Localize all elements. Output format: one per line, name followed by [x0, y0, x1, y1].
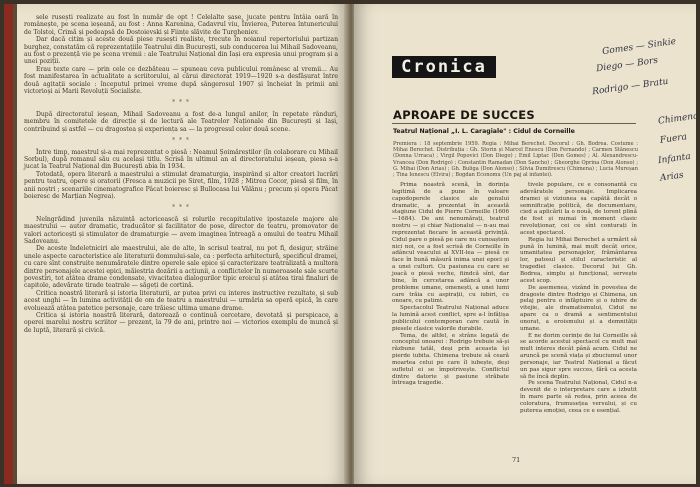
binding-edge — [4, 4, 13, 484]
left-page — [4, 4, 348, 484]
handwritten-note: Chimena — [657, 111, 700, 127]
paragraph: tivele populare, ce e consonantă cu adevăratele personaje. Implicarea dramei și viziunea sa capătă decât o semnificație politică, de documentare, cied a aplicării la o nouă, de torent plină de fost și numai în moment clasic revoluționar, cei ce sînt conturați în acest spectacol. — [520, 182, 637, 236]
binding-shadow — [13, 4, 17, 484]
handwritten-note: Rodrigo — Bratu — [591, 76, 670, 98]
paragraph: Între timp, maestrul și-a mai reprezentat o piesă : Neamul Șoimăreștilor (în colaborare cu Mihail Sorbul), după romanul său cu același titlu. Scrisă în ultimul an al directoratului ieșean, piesa s-a jucat la Teatrul Național din București abia în 1934. — [24, 148, 338, 171]
article-title: APROAPE DE SUCCES — [393, 108, 535, 122]
section-separator: * * * — [172, 137, 190, 145]
article-column-1 — [392, 182, 509, 387]
production-credits: Premiera : 18 septembrie 1959. Regia : Mihai Berechet. Decorul : Gh. Bodrea. Costume : Mihai Berechet. Distribuția : Gh. Storin și Marcel Enescu (Don Fernando) ; Carmen Stănescu (Donna Urraca) ; Virgil Popovici (Don Diego) ; Emil Liptac (Don Gomes) ; Al. Alexandrescu-Vrancea (Don Rodrigo) ; Constantin Ramadan (Don Sancho) ; Gheorghe Oprina (Don Alonso) ; G. Mihai (Don Arias) ; Gh. Buliga (Don Alonso) ; Silvia Dumitrescu (Chimena) ; Lucia Mureșan ; Tina Ionescu (Elvira) ; Bogdan Economu (Un paj al infantei). — [393, 141, 638, 179]
article-column-2 — [520, 182, 637, 415]
article-subtitle: Teatrul Național „I. L. Caragiale" : Cidul de Corneille — [393, 128, 575, 135]
paragraph: E ne dorim cerințe de lui Corneille să se acorde acestui spectacol cu mult mai mult interes decât până acum. Cidul ne aruncă pe scenă viața și zbuciumul unor personaje, iar Teatrul Național a făcut un pas sigur spre succes, fără ca acesta să fie încă deplin. — [520, 332, 637, 380]
handwritten-note: Gomes — Sinkie — [601, 36, 677, 58]
handwritten-note: Fuera — [659, 132, 688, 146]
section-header: Cronica — [392, 56, 496, 78]
section-separator: * * * — [172, 204, 190, 212]
paragraph: După directoratul ieșean, Mihail Sadoveanu a fost de-a lungul anilor, în repetate rânduri, membru în comitetele de direcție și de lectură ale Teatrelor Naționale din București și Iași, contribuind și astfel — cu dragostea și experiența sa — la progresul celor două scene. — [24, 110, 338, 133]
handwritten-annotation — [591, 36, 700, 188]
paragraph: Tema, de altfel, e strâns legată de conceptul onoarei : Rodrigo trebuie să-și răzbune tatăl, deși prin aceasta își pierde iubita. Chimena trebuie să ceară moartea celui pe care îl iubește, deși sufletul ei se împotrivește. Conflictul dintre datorie și pasiune străbate întreaga tragedie. — [392, 332, 509, 387]
paragraph: Critica noastră literară și istoria literaturii, ar putea privi cu interes instructive rezultate, și sub acest unghi — în lumina activității de om de teatru a maestrului — urmăria sa operă epică, în care evoluează atâtea patetice personaje, care trăiesc ultima umane drame. — [24, 289, 338, 312]
paragraph: Regia lui Mihai Berechet a urmărit să pună în lumină, mai mult decât orice, umanitatea personajelor, frământarea lor, patosul și stilul caracteristic al tragediei clasice. Decorul lui Gh. Bodrea, simplu și funcțional, servește acest scop. — [520, 236, 637, 284]
handwritten-note: Diego — Bors — [595, 55, 659, 75]
paragraph: De aceste îndeletniciri ale maestrului, ale de alte, în scrisul teatral, nu pot fi, desigur, străine unele aspecte caracteristice ale literaturii domnului-sale, ca : perfecta arhitectură, specificul dramei, cu care sînt construite nenumăratele dintre operele sale epice și caracterizare teatralizată a multora dintre personajele acestei epici, măiestria dozării a acțiunii, a conflictelor în numeroasele sale scurte povestiri, tot atâtea drame condensate, vivacitatea dialogurilor tipic eroicul și atâtea tirai finaluri de capitole, adevărate tirade teatrale — săgeți de cortină. — [24, 245, 338, 290]
handwritten-note: Arias — [659, 170, 685, 184]
paragraph: Pe scena Teatrului Național, Cidul n-a devenit de o interpretare care a izbutit în mare parte să redea, prin aceea de coloratura, frumusețea versului, și cu puterea emoției, ceea ce e esențial. — [520, 380, 637, 414]
left-page-text — [24, 14, 338, 334]
paragraph: Neîngrădind juvenila năzuință actoricească și rolurile recapitulative ipostazele majore ale maestrului — autor dramatic, traducător și facilitator de pose, director de teatru, promovator de valori actoricești și stimulator de dramaturgie — avem imaginea întreagă a omului de teatru Mihail Sadoveanu. — [24, 215, 338, 245]
paragraph: sele rusești realizate au fost în număr de opt ! Celelalte șase, jucate pentru întâia oară în românește, pe scena ieșeană, au fost : Anna Karenina, Cadavrul viu, Învierea, Puterea întunericului de Tolstoi, Crimă și pedeapsă de Dostoievski și Ființe slăvite de Turgheniev. — [24, 14, 338, 36]
handwritten-note: Infanta — [657, 151, 692, 167]
paragraph: Totodată, opera literară a maestrului a stimulat dramaturgia, inspirând și altor creatori lucrări pentru teatru, opere și oratorii (Fresca a muzicii pe Siret, film, 1928 ; Mitrea Cocor, piesă și film, în anii noștri ; scenariile cinematografice Pâcat boieresc și Bullocasa lui Vâlânu ; precum și opera Pâcat boieresc de Marțian Negrea). — [24, 170, 338, 200]
paragraph: Spectacolul Teatrului Național aduce la lumină acest conflict, spre a-l înfățișa publicului contemporan care caută în piesele clasice valorile durabile. — [392, 305, 509, 332]
section-separator: * * * — [172, 99, 190, 107]
paragraph: De asemenea, vizând în povestea de dragoste dintre Rodrigo și Chimena, un pelaj pentru o infăptuire și o iubire de vitejie, ale dramatismului, Cidul ne apare ca o dramă a sentimentului onorat, a eroismului și a demnității umane. — [520, 284, 637, 332]
paragraph: Dar dacă citim și aceste două piese rusești realiste, trecute în noianul repertoriului partizan burghez, constatăm că reprezentațiile Teatrului din București, sub conducerea lui Mihail Sadoveanu, au fost o prezență vie pe scena vremii : ale Teatrului Național din Iași era expresia unui program și a unei poziții. — [24, 36, 338, 66]
page-number: 71 — [512, 456, 521, 464]
paragraph: Critica și istoria noastră literară, datorează o continuă cercetare, devotată și perspicace, a operei marelui nostru scriitor — prezent, la 79 de ani, printre noi — victorios exemplu de muncă și de luptă, literară și civică. — [24, 312, 338, 334]
paragraph: Prima noastră scenă, în dorința legitimă de a pune în valoare capodoperele clasice ale genului dramatic, a prezentat în această stagiune Cidul de Pierre Corneille (1606—1684). De ani nenumărați, teatrul nostru — și chiar Naționalul — n-au mai reprezentat fiecare în această privință. Cidul pare o piesă pe care nu cunoaștem nici noi, ce a fost scrisă de Corneille în adâncul veacului al XVII-lea — piesă ce face în bună măsură inima unei epoci și a unei culturi. Cu pasiunea cu care se joacă o piesă veche, fiindcă sînt, dar bine, în cercetarea adâncă a unor probleme umane, omenești, a unei lumi care trăia cu aspirații, cu iubiri, cu onoare, cu patimi. — [392, 182, 509, 305]
paragraph: Erau texte care — prin cele ce dezbăteau — spuneau ceva publicului românesc al vremii... Au fost manifestarea în actualitate a scriitorului, al cărui directorat 1919—1920 s-a desfășurat între două agitații sociale : începutul primei vreme după sângerosul 1907 și încheiat în primii ani victorioși ai Marii Revoluții Socialiste. — [24, 65, 338, 96]
